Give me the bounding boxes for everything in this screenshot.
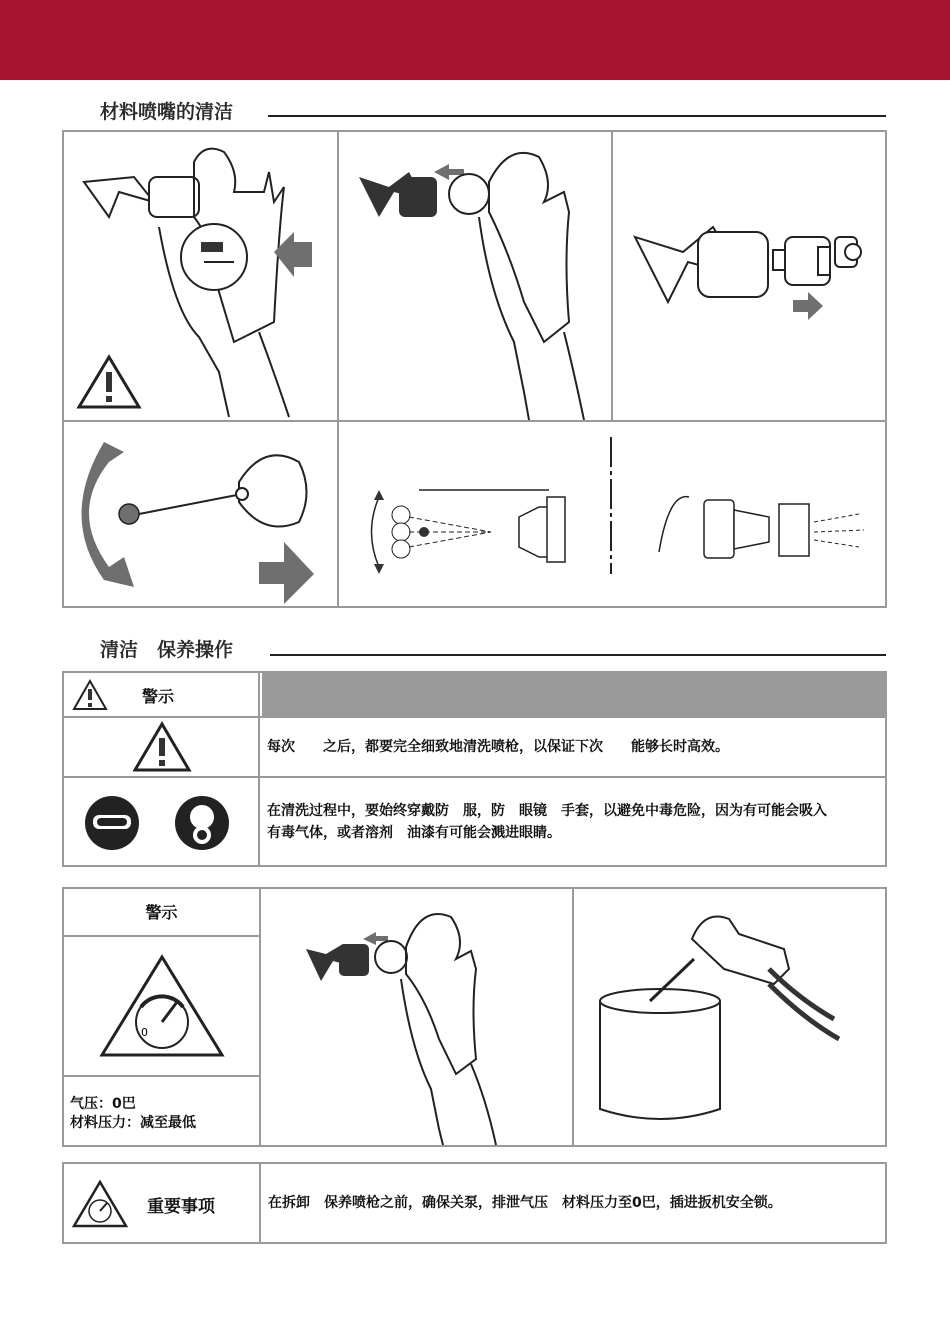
step-5-illustration xyxy=(339,422,885,606)
illustration-row-1 xyxy=(62,130,887,422)
section-rule xyxy=(268,115,886,117)
warning-triangle-icon xyxy=(79,357,139,407)
warning-header-cell xyxy=(64,673,260,716)
header-band xyxy=(0,0,950,80)
pressure-instructions: 气压：0巴 材料压力：减至最低 xyxy=(70,1096,196,1131)
spray-angle-illustration xyxy=(64,422,339,606)
warning-triangle-icon xyxy=(70,676,110,716)
nozzle-removal-illustration-2 xyxy=(261,889,574,1145)
warning-row-protection-text: 在清洗过程中，要始终穿戴防 服，防 眼镜 手套，以避免中毒危险，因为有可能会吸入 有毒气体，或者溶剂 油漆有可能会溅进眼睛。 xyxy=(267,803,827,841)
gun-in-bucket-illustration xyxy=(574,889,885,1145)
warning-row-cleaning xyxy=(64,718,885,778)
gauge-zero-label: 0 xyxy=(141,1026,148,1039)
section-rule xyxy=(270,654,886,656)
spray-gun-bucket-illustration xyxy=(574,889,885,1145)
pressure-warning-column xyxy=(64,889,261,1145)
important-text: 在拆卸 保养喷枪之前，确保关泵，排泄气压 材料压力至0巴，插进扳机安全锁。 xyxy=(268,1195,782,1211)
safety-goggles-icon xyxy=(84,795,140,851)
warning-row-cleaning-text: 每次 之后，都要完全细致地清洗喷枪，以保证下次 能够长时高效。 xyxy=(267,739,729,755)
warning-row-protection xyxy=(64,778,885,865)
step-4-illustration xyxy=(64,422,339,606)
illustration-row-2 xyxy=(62,420,887,608)
pressure-warning-header: 警示 xyxy=(64,889,259,937)
step-2-illustration xyxy=(339,132,613,420)
step-1-illustration xyxy=(64,132,339,420)
warning-table xyxy=(62,671,887,867)
nozzle-removal-illustration xyxy=(339,132,613,420)
section-title-nozzle-cleaning: 材料喷嘴的清洁 xyxy=(100,101,234,123)
warning-triangle-icon xyxy=(129,720,199,775)
spray-pattern-alignment-illustration xyxy=(339,422,885,606)
important-notice xyxy=(62,1162,887,1244)
respirator-mask-icon xyxy=(174,795,230,851)
warning-header-bar xyxy=(262,673,885,716)
spray-gun-trigger-illustration xyxy=(64,132,339,420)
section-title-maintenance: 清洁 保养操作 xyxy=(100,639,234,661)
pressure-gauge-icon xyxy=(97,952,227,1062)
pressure-warning-panel xyxy=(62,887,887,1147)
step-3-illustration xyxy=(613,132,885,420)
nozzle-parts-illustration xyxy=(613,132,885,420)
warning-table-header xyxy=(64,673,885,718)
warning-header-label: 警示 xyxy=(142,687,175,706)
spray-gun-nozzle-removal-illustration xyxy=(261,889,574,1145)
pressure-gauge-icon xyxy=(70,1178,130,1230)
important-label: 重要事项 xyxy=(147,1197,215,1217)
